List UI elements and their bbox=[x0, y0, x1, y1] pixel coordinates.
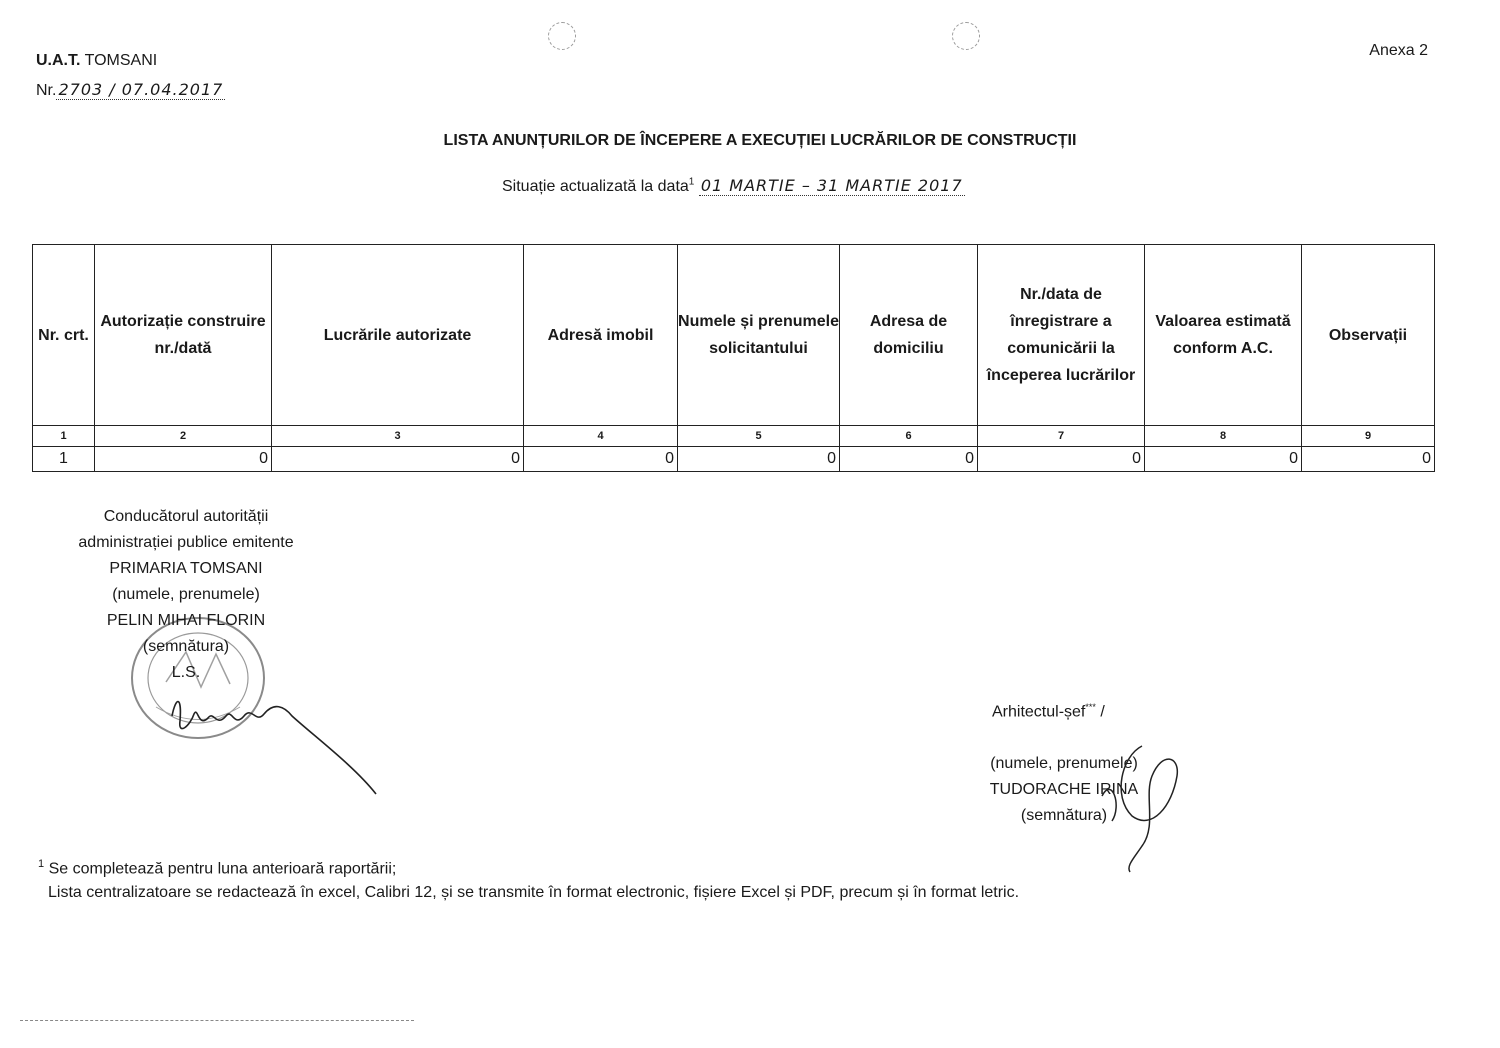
table-cell: 0 bbox=[840, 447, 978, 472]
punch-hole-right bbox=[952, 22, 980, 50]
annex-label: Anexa 2 bbox=[1369, 42, 1428, 59]
column-number: 8 bbox=[1145, 426, 1302, 447]
footnote-2: Lista centralizatoare se redactează în excel, Calibri 12, și se transmite în format electronic, fișiere Excel și PDF, precum și în format letric. bbox=[48, 884, 1020, 901]
seal-mark: L.S. bbox=[171, 664, 201, 681]
registration-prefix: Nr. bbox=[36, 82, 57, 99]
column-number: 1 bbox=[33, 426, 95, 447]
table-cell: 0 bbox=[978, 447, 1145, 472]
subtitle-period: 01 MARTIE – 31 MARTIE 2017 bbox=[700, 176, 963, 195]
issuer-institution: PRIMARIA TOMSANI bbox=[109, 560, 263, 577]
table-cell: 0 bbox=[1302, 447, 1435, 472]
column-number: 7 bbox=[978, 426, 1145, 447]
column-number: 3 bbox=[272, 426, 524, 447]
registration-number bbox=[36, 80, 225, 100]
column-header: Lucrările autorizate bbox=[272, 245, 524, 426]
document-subtitle bbox=[502, 176, 965, 196]
column-number: 6 bbox=[840, 426, 978, 447]
issuer-name: PELIN MIHAI FLORIN bbox=[106, 612, 266, 629]
punch-hole-left bbox=[548, 22, 576, 50]
column-header: Observații bbox=[1302, 245, 1435, 426]
column-header: Nr. crt. bbox=[33, 245, 95, 426]
footnote-mark: 1 bbox=[38, 858, 45, 870]
column-header: Adresa de domiciliu bbox=[840, 245, 978, 426]
architect-handwritten-signature bbox=[1082, 736, 1192, 876]
announcements-table bbox=[32, 244, 1435, 472]
column-header: Autorizație construire nr./dată bbox=[95, 245, 272, 426]
org-name: TOMSANI bbox=[84, 52, 158, 69]
column-number: 5 bbox=[678, 426, 840, 447]
issuer-signature-caption: (semnătura) bbox=[142, 638, 230, 655]
architect-name: TUDORACHE IRINA bbox=[989, 781, 1139, 799]
table-cell: 0 bbox=[1145, 447, 1302, 472]
bottom-rule bbox=[20, 1020, 414, 1021]
column-number: 4 bbox=[524, 426, 678, 447]
footnote-text: Se completează pentru luna anterioară raportării; bbox=[44, 860, 397, 878]
table-cell: 0 bbox=[95, 447, 272, 472]
table-header-row bbox=[33, 245, 1435, 426]
issuer-handwritten-signature bbox=[164, 676, 394, 806]
issuer-title-line2: administrației publice emitente bbox=[78, 534, 294, 551]
issuer-signature-block bbox=[46, 504, 326, 686]
issuer-title-line1: Conducătorul autorității bbox=[103, 508, 269, 525]
org-prefix: U.A.T. bbox=[36, 52, 81, 69]
column-header: Nr./data de înregistrare a comunicării la începerea lucrărilor bbox=[978, 245, 1145, 426]
column-number: 2 bbox=[95, 426, 272, 447]
column-header: Adresă imobil bbox=[524, 245, 678, 426]
table-row bbox=[33, 447, 1435, 472]
footnote-1 bbox=[38, 858, 396, 878]
registration-value: 2703 / 07.04.2017 bbox=[58, 80, 224, 99]
table-cell: 0 bbox=[272, 447, 524, 472]
column-header: Numele și prenumele solicitantului bbox=[678, 245, 840, 426]
subtitle-footnote-mark: 1 bbox=[688, 176, 695, 188]
issuer-name-caption: (numele, prenumele) bbox=[112, 586, 260, 603]
architect-title: Arhitectul-șef*** / bbox=[992, 702, 1105, 721]
table-cell: 0 bbox=[524, 447, 678, 472]
architect-signature-caption: (semnătura) bbox=[1020, 807, 1108, 825]
organization-header bbox=[36, 52, 157, 70]
column-header: Valoarea estimată conform A.C. bbox=[1145, 245, 1302, 426]
table-cell: 1 bbox=[33, 447, 95, 472]
architect-name-caption: (numele, prenumele) bbox=[990, 755, 1138, 773]
document-title: LISTA ANUNȚURILOR DE ÎNCEPERE A EXECUȚIEI LUCRĂRILOR DE CONSTRUCȚII bbox=[443, 132, 1077, 149]
column-number: 9 bbox=[1302, 426, 1435, 447]
subtitle-label: Situație actualizată la data bbox=[502, 178, 689, 195]
column-number-row bbox=[33, 426, 1435, 447]
table-cell: 0 bbox=[678, 447, 840, 472]
